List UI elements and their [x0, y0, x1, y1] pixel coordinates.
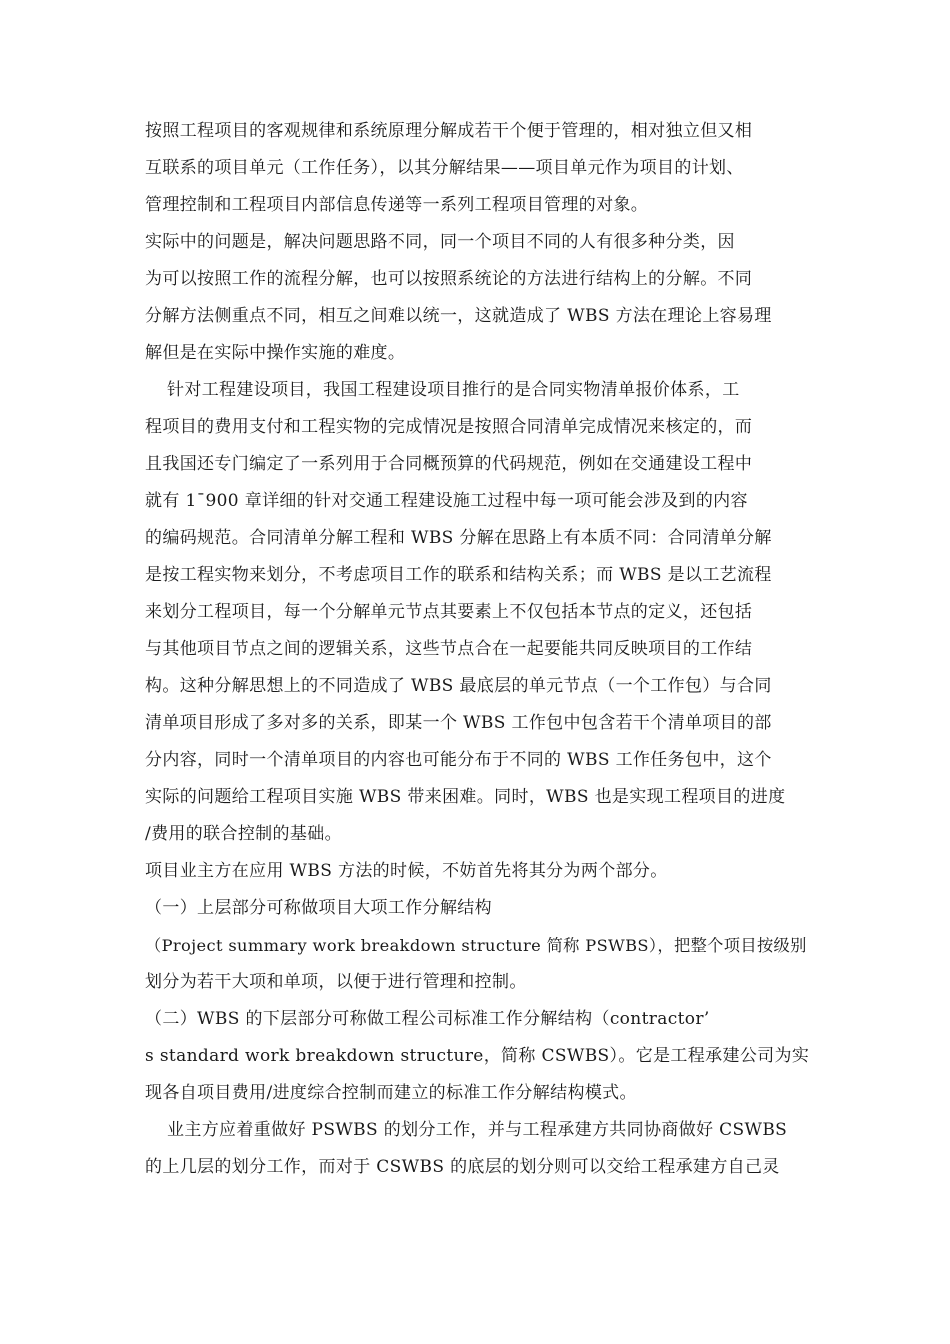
text-line: 的上几层的划分工作，而对于 CSWBS 的底层的划分则可以交给工程承建方自己灵 [145, 1157, 780, 1177]
text-line: 现各自项目费用/进度综合控制而建立的标准工作分解结构模式。 [145, 1083, 637, 1103]
text-line: 互联系的项目单元（工作任务），以其分解结果——项目单元作为项目的计划、 [145, 158, 744, 178]
text-line: 且我国还专门编定了一系列用于合同概预算的代码规范，例如在交通建设工程中 [145, 454, 753, 474]
text-line: 实际的问题给工程项目实施 WBS 带来困难。同时，WBS 也是实现工程项目的进度 [145, 787, 786, 807]
text-line: 分解方法侧重点不同，相互之间难以统一，这就造成了 WBS 方法在理论上容易理 [145, 306, 772, 326]
text-line: 为可以按照工作的流程分解，也可以按照系统论的方法进行结构上的分解。不同 [145, 269, 753, 289]
text-line: s standard work breakdown structure，简称 CSWBS）。它是工程承建公司为实 [145, 1046, 810, 1066]
document-body [145, 113, 815, 1186]
text-line: 构。这种分解思想上的不同造成了 WBS 最底层的单元节点（一个工作包）与合同 [145, 676, 772, 696]
text-line: 清单项目形成了多对多的关系，即某一个 WBS 工作包中包含若干个清单项目的部 [145, 713, 772, 733]
text-line: /费用的联合控制的基础。 [145, 824, 342, 844]
text-line: 实际中的问题是，解决问题思路不同，同一个项目不同的人有很多种分类，因 [145, 232, 735, 252]
text-line: 业主方应着重做好 PSWBS 的划分工作，并与工程承建方共同协商做好 CSWBS [167, 1120, 788, 1140]
text-line: 项目业主方在应用 WBS 方法的时候，不妨首先将其分为两个部分。 [145, 861, 668, 881]
text-line: 的编码规范。合同清单分解工程和 WBS 分解在思路上有本质不同：合同清单分解 [145, 528, 772, 548]
text-line: 管理控制和工程项目内部信息传递等一系列工程项目管理的对象。 [145, 195, 649, 215]
text-line: 划分为若干大项和单项，以便于进行管理和控制。 [145, 972, 527, 992]
text-line: 就有 1¯900 章详细的针对交通工程建设施工过程中每一项可能会涉及到的内容 [145, 491, 748, 511]
text-line: 针对工程建设项目，我国工程建设项目推行的是合同实物清单报价体系，工 [167, 380, 740, 400]
text-line: 分内容，同时一个清单项目的内容也可能分布于不同的 WBS 工作任务包中，这个 [145, 750, 772, 770]
text-line: 是按工程实物来划分，不考虑项目工作的联系和结构关系；而 WBS 是以工艺流程 [145, 565, 772, 585]
text-line: 与其他项目节点之间的逻辑关系，这些节点合在一起要能共同反映项目的工作结 [145, 639, 753, 659]
text-line: （Project summary work breakdown structure 简称 PSWBS），把整个项目按级别 [145, 936, 807, 955]
text-line: 程项目的费用支付和工程实物的完成情况是按照合同清单完成情况来核定的，而 [145, 417, 753, 437]
heading-part-two: （二）WBS 的下层部分可称做工程公司标准工作分解结构（contractor’ [145, 1009, 710, 1029]
heading-part-one: （一）上层部分可称做项目大项工作分解结构 [145, 898, 492, 918]
text-line: 按照工程项目的客观规律和系统原理分解成若干个便于管理的，相对独立但又相 [145, 121, 753, 141]
text-line: 来划分工程项目，每一个分解单元节点其要素上不仅包括本节点的定义，还包括 [145, 602, 753, 622]
text-line: 解但是在实际中操作实施的难度。 [145, 343, 406, 363]
